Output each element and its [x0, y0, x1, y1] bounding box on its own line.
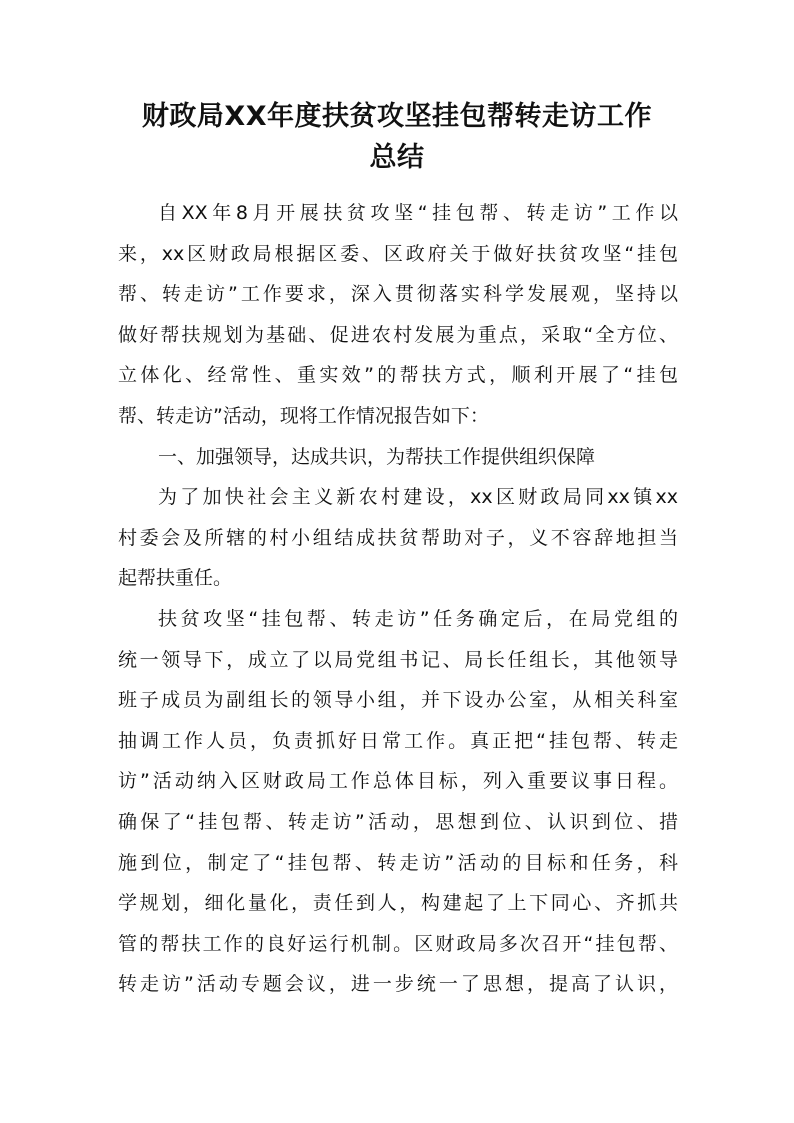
body-line-19: 管的帮扶工作的良好运行机制。区财政局多次召开“挂包帮、	[118, 932, 678, 955]
body-line-6: 帮、转走访”活动，现将工作情况报告如下：	[118, 404, 489, 427]
body-line-18: 学规划，细化量化，责任到人，构建起了上下同心、齐抓共	[118, 892, 678, 915]
document-title-line-1: 财政局XX年度扶贫攻坚挂包帮转走访工作	[141, 101, 653, 132]
body-line-1: 自XX年8月开展扶贫攻坚“挂包帮、转走访”工作以	[158, 202, 678, 224]
document-title-line-2: 总结	[369, 142, 425, 173]
body-line-17: 施到位，制定了“挂包帮、转走访”活动的目标和任务，科	[118, 851, 678, 874]
body-line-11: 扶贫攻坚“挂包帮、转走访”任务确定后，在局党组的	[158, 607, 678, 630]
section-heading-1: 一、加强领导，达成共识，为帮扶工作提供组织保障	[158, 445, 596, 468]
body-line-14: 抽调工作人员，负责抓好日常工作。真正把“挂包帮、转走	[118, 729, 678, 752]
body-line-9: 村委会及所辖的村小组结成扶贫帮助对子，义不容辞地担当	[118, 526, 678, 549]
body-line-10: 起帮扶重任。	[118, 567, 233, 590]
body-line-12: 统一领导下，成立了以局党组书记、局长任组长，其他领导	[118, 648, 678, 671]
body-line-3: 帮、转走访”工作要求，深入贯彻落实科学发展观，坚持以	[118, 283, 678, 306]
body-line-2: 来，xx区财政局根据区委、区政府关于做好扶贫攻坚“挂包	[118, 242, 678, 265]
document-body	[118, 193, 678, 1005]
body-line-16: 确保了“挂包帮、转走访”活动，思想到位、认识到位、措	[118, 810, 678, 833]
body-line-13: 班子成员为副组长的领导小组，并下设办公室，从相关科室	[118, 689, 678, 712]
body-line-20: 转走访”活动专题会议，进一步统一了思想，提高了认识，	[118, 973, 678, 996]
body-line-8: 为了加快社会主义新农村建设，xx区财政局同xx镇xx	[158, 486, 678, 509]
body-line-5: 立体化、经常性、重实效”的帮扶方式，顺利开展了“挂包	[118, 364, 678, 387]
body-line-4: 做好帮扶规划为基础、促进农村发展为重点，采取“全方位、	[118, 323, 678, 346]
body-line-15: 访”活动纳入区财政局工作总体目标，列入重要议事日程。	[118, 770, 678, 793]
